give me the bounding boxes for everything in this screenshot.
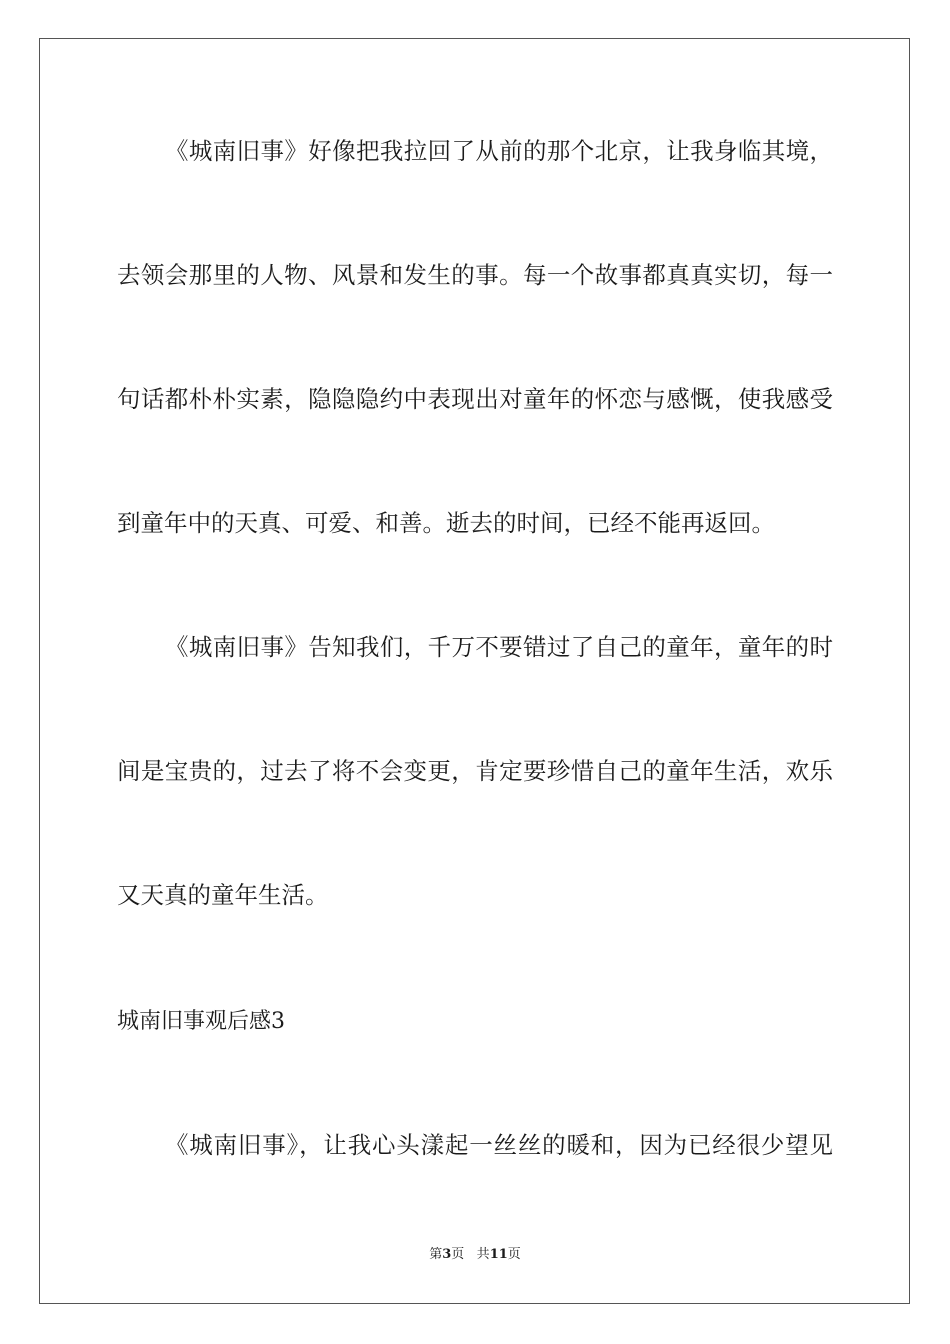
paragraph-1-line-1: 《城南旧事》好像把我拉回了从前的那个北京，让我身临其境，: [165, 137, 833, 165]
footer-total-prefix: 共: [476, 1247, 490, 1262]
paragraph-1-line-3: 句话都朴朴实素，隐隐隐约中表现出对童年的怀恋与感慨，使我感受: [117, 385, 833, 413]
paragraph-2-line-3: 又天真的童年生活。: [117, 881, 329, 909]
footer-page-prefix: 第: [429, 1247, 443, 1262]
footer-total-suffix: 页: [507, 1247, 521, 1262]
paragraph-3-line-1: 《城南旧事》，让我心头漾起一丝丝的暖和，因为已经很少望见: [165, 1131, 833, 1159]
footer-total-pages: 11: [489, 1247, 508, 1262]
footer-page-suffix: 页: [451, 1247, 465, 1262]
page-frame: [39, 38, 910, 1304]
paragraph-1-line-4: 到童年中的天真、可爱、和善。逝去的时间，已经不能再返回。: [117, 509, 775, 537]
section-heading: 城南旧事观后感3: [117, 1009, 285, 1034]
footer-page-number: 3: [442, 1247, 452, 1262]
paragraph-2-line-1: 《城南旧事》告知我们，千万不要错过了自己的童年，童年的时: [165, 633, 833, 661]
paragraph-2-line-2: 间是宝贵的，过去了将不会变更，肯定要珍惜自己的童年生活，欢乐: [117, 757, 833, 785]
paragraph-1-line-2: 去领会那里的人物、风景和发生的事。每一个故事都真真实切，每一: [117, 261, 833, 289]
page-footer: [0, 1246, 950, 1264]
